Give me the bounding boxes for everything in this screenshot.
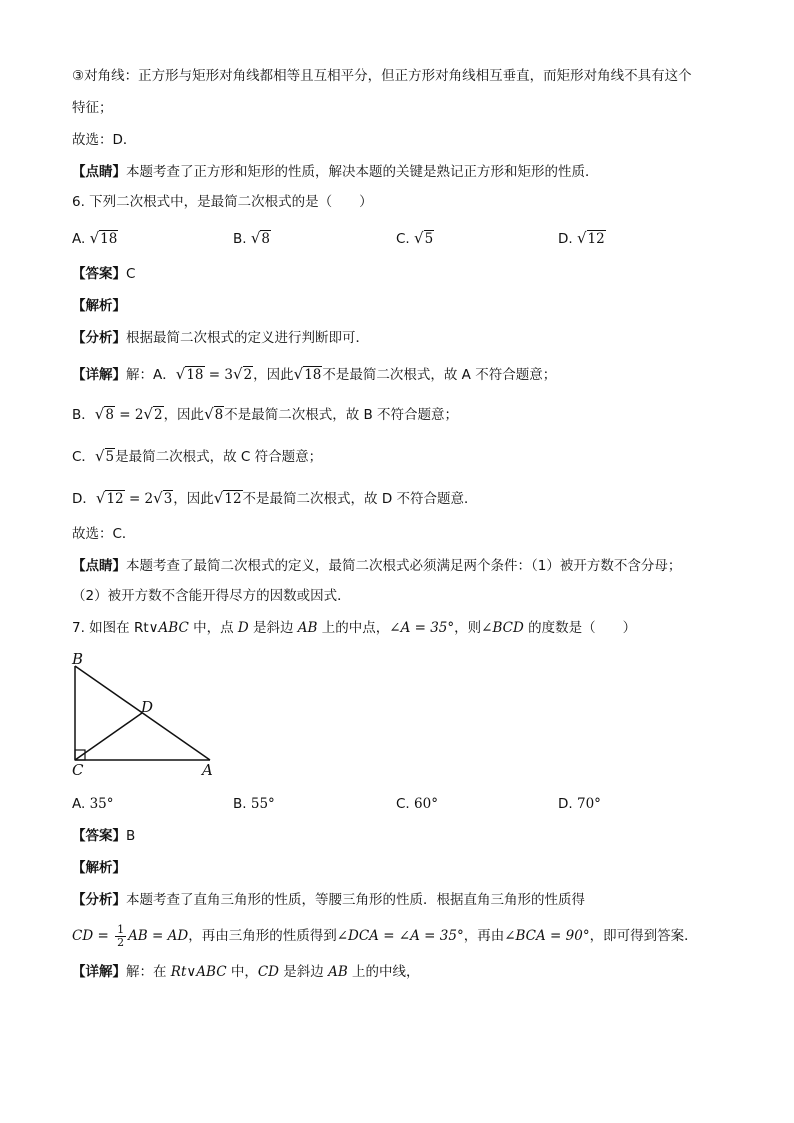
math-text: = 2 (124, 491, 154, 507)
q6-detail-1 (72, 364, 556, 385)
sqrt-expression: √5 (94, 447, 115, 465)
detail-text: 不是最简二次根式，故 D 不符合题意． (242, 491, 478, 507)
option-label: C. (396, 796, 410, 812)
vertex-label-d: D (141, 698, 154, 716)
q6-detail-2 (72, 404, 458, 425)
choose-line: 故选：D． (72, 132, 137, 148)
answer-value: B (126, 828, 136, 844)
option-label: B. (233, 231, 247, 247)
q6-detail-4 (72, 488, 478, 509)
math-text: ∠BCD (481, 620, 524, 636)
q6-comment-2: （2）被开方数不含能开得尽方的因数或因式． (72, 588, 351, 604)
q7-answer (72, 826, 135, 846)
math-text: = 2 (114, 407, 144, 423)
math-text: ∠DCA = ∠A = 35° (336, 928, 464, 944)
q6-option-c (396, 228, 434, 249)
detail-tag: 【详解】 (72, 964, 126, 980)
detail-text: 上的中线， (347, 964, 420, 980)
option-label: A. (72, 231, 86, 247)
q7-option-c (396, 794, 438, 814)
text: ，即可得到答案． (589, 928, 698, 944)
option-value: 55° (250, 796, 275, 812)
sqrt-expression: √12 (95, 489, 124, 507)
math-text: ∨ABC (148, 620, 189, 636)
triangle-figure (64, 648, 234, 780)
stem-text: 是斜边 (248, 620, 298, 636)
answer-value: C (126, 266, 136, 282)
q7-detail (72, 962, 420, 982)
sqrt-expression: √8 (94, 405, 114, 423)
sqrt-expression: √18 (89, 229, 118, 247)
q6-fenxi (72, 328, 369, 348)
q6-option-d (558, 228, 606, 249)
q7-analysis-tag: 【解析】 (72, 860, 126, 876)
option-value: 70° (576, 796, 601, 812)
fenxi-tag: 【分析】 (72, 330, 126, 346)
math-text: CD (72, 928, 94, 944)
q7-stem (72, 618, 636, 638)
detail-text: ，因此 (163, 407, 205, 423)
comment-line (72, 162, 599, 182)
comment-text: 本题考查了最简二次根式的定义，最简二次根式必须满足两个条件：（1）被开方数不含分母； (126, 558, 682, 574)
fenxi-tag: 【分析】 (72, 892, 126, 908)
sqrt-expression: √3 (153, 489, 173, 507)
option-value: 35° (89, 796, 114, 812)
detail-text: C． (72, 449, 95, 465)
q6-stem: 6. 下列二次根式中，是最简二次根式的是（ ） (72, 194, 373, 210)
fraction: $\frac{1}{2}$ (117, 922, 125, 949)
stem-text: 中，点 (188, 620, 238, 636)
sqrt-expression: √2 (143, 405, 163, 423)
detail-text: 是最简二次根式，故 C 符合题意； (115, 449, 323, 465)
q7-fenxi (72, 890, 585, 910)
q6-comment-1 (72, 556, 681, 576)
q7-option-b (233, 794, 275, 814)
stem-text: 7. 如图在 Rt (72, 620, 149, 636)
detail-tag: 【详解】 (72, 367, 126, 383)
stem-text: 上的中点， (317, 620, 390, 636)
q7-option-d (558, 794, 601, 814)
q7-option-a (72, 794, 114, 814)
text-line: 特征； (72, 100, 113, 116)
option-label: C. (396, 231, 410, 247)
q6-choose: 故选：C． (72, 526, 136, 542)
math-text: = (93, 928, 114, 944)
answer-tag: 【答案】 (72, 828, 126, 844)
detail-text: D． (72, 491, 96, 507)
option-label: D. (558, 231, 573, 247)
stem-text: 的度数是（ ） (523, 620, 637, 636)
sqrt-expression: √2 (232, 365, 253, 383)
sqrt-expression: √18 (175, 365, 204, 383)
q6-answer (72, 264, 135, 284)
math-text: AB (297, 620, 318, 636)
q6-detail-3 (72, 446, 322, 467)
math-text: = 3 (204, 367, 233, 383)
detail-text: 解：A． (126, 367, 176, 383)
fenxi-text: 本题考查了直角三角形的性质，等腰三角形的性质．根据直角三角形的性质得 (126, 892, 585, 908)
detail-text: 中， (226, 964, 258, 980)
text: ，再由 (463, 928, 505, 944)
sqrt-expression: √8 (204, 405, 224, 423)
option-label: A. (72, 796, 86, 812)
answer-tag: 【答案】 (72, 266, 126, 282)
sqrt-expression: √18 (293, 365, 322, 383)
detail-text: 是斜边 (278, 964, 329, 980)
sqrt-expression: √8 (250, 229, 271, 247)
q6-analysis-tag: 【解析】 (72, 298, 126, 314)
comment-text: 本题考查了正方形和矩形的性质，解决本题的关键是熟记正方形和矩形的性质． (126, 164, 599, 180)
option-value: 60° (414, 796, 438, 812)
math-text: ∠A = 35° (389, 620, 455, 636)
detail-text: ，因此 (173, 491, 214, 507)
q7-equation-line (72, 922, 698, 950)
detail-text: 解：在 (126, 964, 171, 980)
math-text: ∠BCA = 90° (504, 928, 590, 944)
math-text: AB (328, 964, 348, 980)
vertex-label-a: A (202, 761, 213, 779)
detail-text: 不是最简二次根式，故 A 不符合题意； (322, 367, 557, 383)
fenxi-text: 根据最简二次根式的定义进行判断即可． (126, 330, 369, 346)
option-label: D. (558, 796, 573, 812)
q6-option-b (233, 228, 271, 249)
q6-option-a (72, 228, 118, 249)
comment-tag: 【点睛】 (72, 558, 126, 574)
detail-text: 不是最简二次根式，故 B 不符合题意； (224, 407, 459, 423)
detail-text: B． (72, 407, 95, 423)
math-text: AB = AD (128, 928, 189, 944)
sqrt-expression: √5 (414, 229, 434, 247)
option-label: B. (233, 796, 247, 812)
sqrt-expression: √12 (576, 229, 605, 247)
stem-text: ，则 (454, 620, 482, 636)
comment-tag: 【点睛】 (72, 164, 126, 180)
text-line: ③对角线：正方形与矩形对角线都相等且互相平分，但正方形对角线相互垂直，而矩形对角线不具有这个 (72, 68, 692, 84)
math-text: CD (257, 964, 279, 980)
detail-text: ，因此 (253, 367, 294, 383)
math-text: Rt∨ABC (170, 964, 227, 980)
sqrt-expression: √12 (213, 489, 242, 507)
text: ，再由三角形的性质得到 (188, 928, 337, 944)
math-text: D (237, 620, 249, 636)
vertex-label-b: B (72, 650, 84, 668)
vertex-label-c: C (72, 761, 84, 779)
